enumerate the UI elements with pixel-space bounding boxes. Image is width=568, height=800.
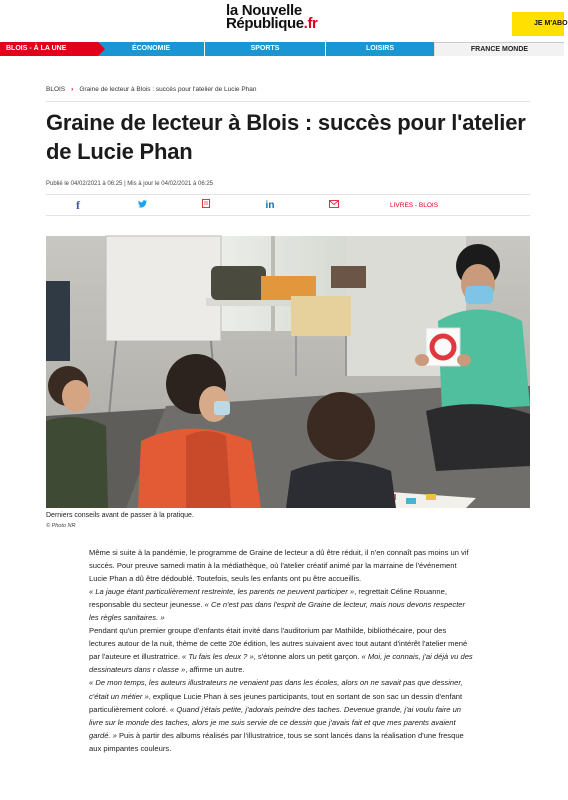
publish-meta: Publié le 04/02/2021 à 06:25 | Mis à jour le 04/02/2021 à 06:25 (46, 181, 214, 187)
article-photo (46, 236, 530, 508)
logo-line-1: la Nouvelle (226, 2, 302, 19)
quote: « Moi, je connais, j'ai déjà vu des dessinateurs dans r classe » (89, 652, 473, 675)
quote: « Ce n'est pas dans l'esprit de Graine de lecteur, mais nous devons respecter les règles sanitaires. » (89, 600, 466, 623)
breadcrumb (46, 86, 257, 93)
subscribe-button[interactable]: JE M'ABO (512, 12, 564, 36)
twitter-icon[interactable] (110, 200, 174, 211)
quote: « Quand j'étais petite, j'adorais peindre des taches. Devenue grande, j'ai voulu faire un livre sur le monde des taches, alors je me suis servie de ce dessin que j'avais fait et que mes parents avaient gardé. » (89, 704, 462, 740)
chevron-right-icon: › (71, 86, 74, 93)
logo-main-text: République (226, 15, 304, 32)
nav-item-france-monde[interactable]: FRANCE MONDE (434, 42, 564, 56)
main-nav (0, 42, 564, 56)
quote: « De mon temps, les auteurs illustrateurs ne venaient pas dans les écoles, alors on ne savait pas que dessiner, c'était un métier » (89, 678, 463, 701)
linkedin-icon[interactable]: in (265, 199, 275, 211)
nav-item-sports[interactable]: SPORTS (204, 42, 325, 56)
site-logo[interactable] (226, 4, 356, 30)
text: , s'étonne alors un petit garçon. (253, 652, 362, 662)
text: , explique Lucie Phan à ses jeunes participants, tout en sortant de son sac un dessin d'enfant particulièrement coloré. (89, 691, 463, 714)
breadcrumb-current: Graine de lecteur à Blois : succès pour l'atelier de Lucie Phan (79, 86, 257, 93)
nav-item-loisirs[interactable]: LOISIRS (325, 42, 434, 56)
photo-credit: © Photo NR (46, 523, 76, 529)
paragraph (89, 624, 473, 676)
paragraph: Même si suite à la pandémie, le programme de Graine de lecteur a dû être réduit, il n'en connaît pas moins un vif succès. Pour preuve samedi matin à la médiathèque, où l'atelier créatif animé par la marraine de l'événement Lucie Phan a dû être dédoublé. Toutefois, seuls les enfants ont pu être accueillis. (89, 548, 469, 584)
nav-item-blois[interactable]: BLOIS - À LA UNE (0, 42, 98, 56)
share-bar (46, 194, 530, 216)
breadcrumb-home[interactable]: BLOIS (46, 86, 66, 93)
paragraph (89, 676, 473, 754)
quote: « Tu fais les deux ? » (182, 652, 254, 662)
logo-line-2 (226, 17, 356, 30)
facebook-icon[interactable]: f (76, 197, 80, 212)
quote: « La jauge étant particulièrement restreinte, les parents ne peuvent participer » (89, 587, 355, 597)
text: , affirme un autre. (185, 665, 245, 675)
divider (46, 101, 530, 102)
article-body (89, 546, 473, 755)
nav-item-economie[interactable]: ÉCONOMIE (98, 42, 204, 56)
text: Puis à partir des albums réalisés par l'illustratrice, tous se sont lancés dans la réalisation d'une fresque aux pimpantes couleurs. (89, 730, 464, 753)
text: Pendant qu'un premier groupe d'enfants était invité dans l'auditorium par Mathilde, bibliothécaire, pour des lectures autour de la nuit, thème de cette 20e édition, les autres suivaient avec tout autant d'intérêt l'atelier mené par l'auteure et illustratrice. (89, 626, 468, 662)
article-title: Graine de lecteur à Blois : succès pour l'atelier de Lucie Phan (46, 110, 526, 164)
mail-icon[interactable] (302, 200, 366, 211)
article-tags[interactable]: LIVRES - BLOIS (390, 201, 439, 209)
photo-caption: Derniers conseils avant de passer à la pratique. (46, 512, 194, 519)
print-icon[interactable] (174, 199, 238, 211)
paragraph (89, 585, 473, 624)
text: , regrettait Céline Rouanne, responsable du secteur jeunesse. (89, 587, 447, 610)
logo-tld: .fr (303, 15, 318, 32)
